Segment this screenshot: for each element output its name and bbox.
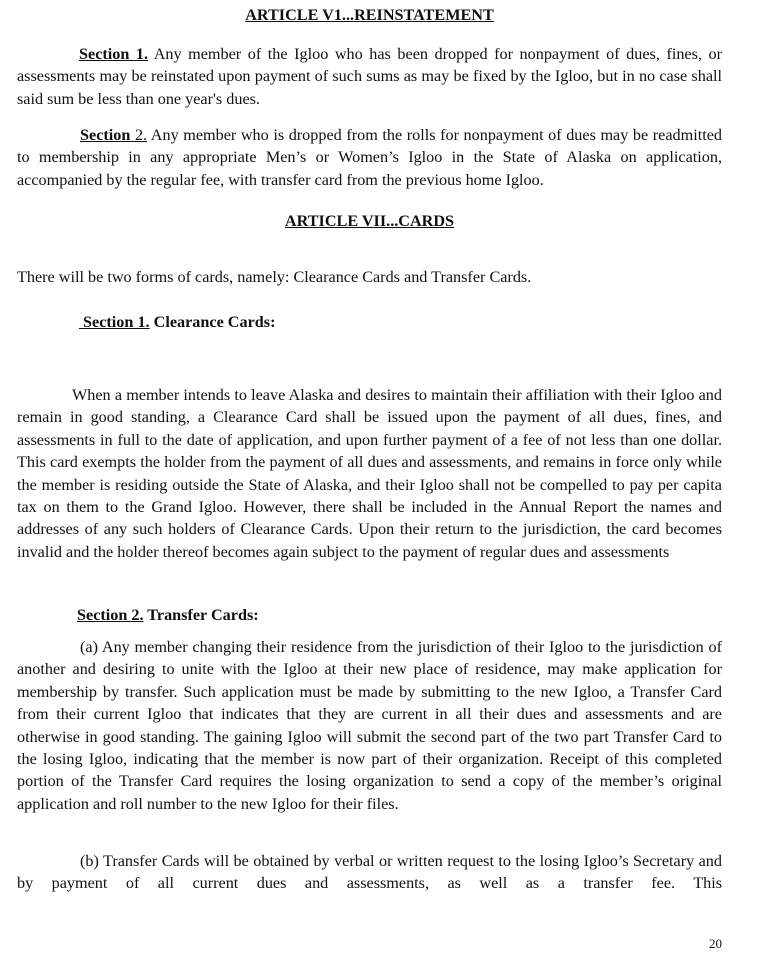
article-7-title: ARTICLE VII...CARDS [284,212,455,230]
page-number: 20 [709,936,722,951]
clearance-section-title: Clearance Cards: [149,313,276,331]
section-1-label: Section 1. [79,45,149,63]
transfer-cards-heading [17,604,722,626]
transfer-cards-paragraph-a: (a) Any member changing their residence from the jurisdiction of their Igloo to the jurisdiction of another and desiring to unite with the Igloo at their new place of residence, may make application for membership by transfer. Such application must be made by submitting to the new Igloo, a Transfer Card from their current Igloo that indicates that they are current in all their dues and assessments and are otherwise in good standing. The gaining Igloo will submit the second part of the two part Transfer Card to the losing Igloo, indicating that the member is now part of their organization. Receipt of this completed portion of the Transfer Card requires the losing organization to send a copy of the member’s original application and roll number to the new Igloo for their files. [17,638,722,813]
clearance-cards-heading [17,311,722,333]
document-page [17,0,722,955]
section-1-text: Any member of the Igloo who has been dropped for nonpayment of dues, fines, or assessments may be reinstated upon payment of such sums as may be fixed by the Igloo, but in no case shall said sum be less than one year's dues. [17,45,722,108]
clearance-cards-paragraph: When a member intends to leave Alaska and desires to maintain their affiliation with their Igloo and remain in good standing, a Clearance Card shall be issued upon the payment of all dues, fines, and assessments in full to the date of application, and upon further payment of a fee of not less than one dollar. This card exempts the holder from the payment of all dues and assessments, and remains in force only while the member is residing outside the State of Alaska, and their Igloo shall not be compelled to pay per capita tax on them to the Grand Igloo. However, there shall be included in the Annual Report the names and addresses of any such holders of Clearance Cards. Upon their return to the jurisdiction, the card becomes invalid and the holder thereof becomes again subject to the payment of regular dues and assessments [17,386,722,561]
article-6-section-2 [17,124,722,191]
transfer-cards-paragraph-b: (b) Transfer Cards will be obtained by verbal or written request to the losing Igloo’s Secretary and by payment of all current dues and assessments, as well as a transfer fee. This [17,852,722,893]
article-6-section-1 [17,43,722,110]
transfer-section-title: Transfer Cards: [143,606,259,624]
section-2-text: Any member who is dropped from the rolls for nonpayment of dues may be readmitted to membership in any appropriate Men’s or Women’s Igloo in the State of Alaska on application, accompanied by the regular fee, with transfer card from the previous home Igloo. [17,126,722,189]
transfer-section-label: Section 2. [77,606,144,624]
clearance-section-label: Section 1. [79,313,150,331]
section-2-label-word: Section [80,126,131,144]
section-2-label-number: 2. [134,126,148,144]
article-6-title: ARTICLE V1...REINSTATEMENT [245,6,494,24]
article-7-intro: There will be two forms of cards, namely: Clearance Cards and Transfer Cards. [17,268,532,286]
